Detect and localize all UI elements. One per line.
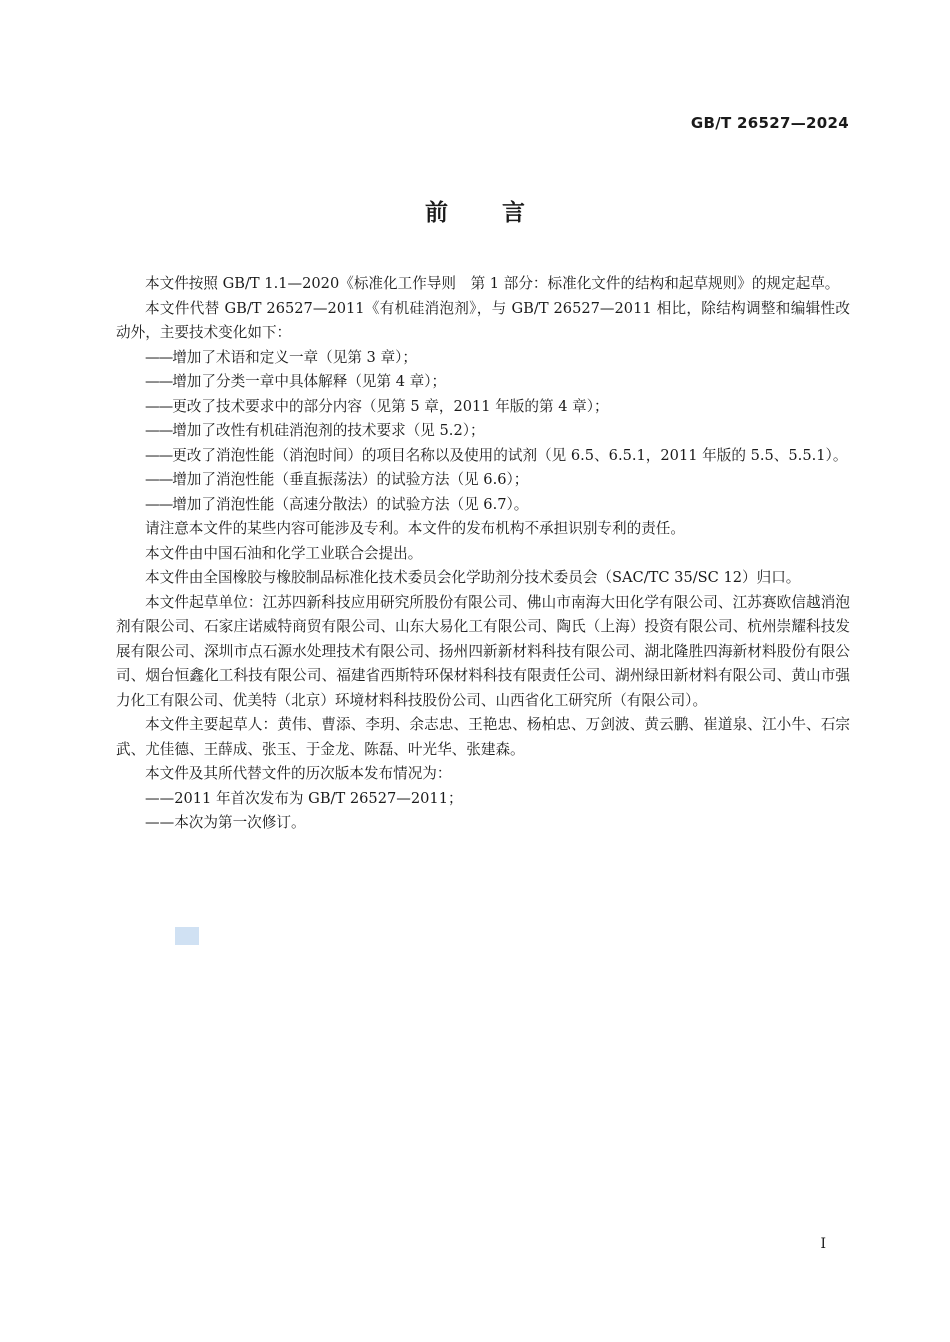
dash-marker: —— [145,471,173,488]
dash-marker: —— [145,373,173,390]
list-item [116,395,850,420]
history-item-text: 本次为第一次修订。 [174,814,306,831]
list-item [116,444,850,469]
change-item-text: 增加了分类一章中具体解释（见第 4 章）； [172,373,447,390]
change-item-text: 增加了消泡性能（垂直振荡法）的试验方法（见 6.6）； [172,471,529,488]
change-item-text: 更改了技术要求中的部分内容（见第 5 章，2011 年版的第 4 章）； [172,397,609,415]
paragraph-history-intro: 本文件及其所代替文件的历次版本发布情况为： [145,765,452,782]
change-item-text: 增加了术语和定义一章（见第 3 章）； [172,348,417,366]
paragraph-administrator: 本文件由全国橡胶与橡胶制品标准化技术委员会化学助剂分技术委员会（SAC/TC 35/SC 12）归口。 [145,569,801,586]
dash-marker: —— [145,495,173,513]
list-item [116,370,850,395]
standard-number: GB/T 26527—2024 [690,114,849,132]
paragraph-drafting-rules: 本文件按照 GB/T 1.1—2020《标准化工作导则 第 1 部分：标准化文件的结构和起草规则》的规定起草。 [145,275,840,292]
text-cursor-highlight [175,927,199,945]
dash-marker: —— [145,422,173,439]
change-item-text: 更改了消泡性能（消泡时间）的项目名称以及使用的试剂（见 6.5、6.5.1，2011 年版的 5.5、5.5.1）。 [172,446,848,464]
page-title: 前言 [425,200,579,226]
history-item [116,811,850,836]
paragraph-proposer: 本文件由中国石油和化学工业联合会提出。 [145,544,423,562]
document-body [116,272,850,836]
paragraph-replacement: 本文件代替 GB/T 26527—2011《有机硅消泡剂》，与 GB/T 26527—2011 相比，除结构调整和编辑性改动外，主要技术变化如下： [116,299,850,341]
dash-marker: —— [145,397,173,415]
dash-marker: —— [145,814,175,831]
change-item-text: 增加了改性有机硅消泡剂的技术要求（见 5.2）； [172,422,485,439]
list-item [116,468,850,493]
list-item [116,493,850,518]
dash-marker: —— [145,789,175,807]
dash-marker: —— [145,348,173,366]
list-item [116,419,850,444]
change-item-text: 增加了消泡性能（高速分散法）的试验方法（见 6.7）。 [172,495,529,513]
page-number: Ⅰ [820,1236,826,1252]
dash-marker: —— [145,446,173,464]
paragraph-patent-notice: 请注意本文件的某些内容可能涉及专利。本文件的发布机构不承担识别专利的责任。 [145,520,685,537]
list-item [116,346,850,371]
history-item [116,787,850,812]
paragraph-drafters: 本文件主要起草人：黄伟、曹添、李玥、余志忠、王艳忠、杨柏忠、万剑波、黄云鹏、崔道泉、江小牛、石宗武、尤佳德、王薛成、张玉、于金龙、陈磊、叶光华、张建森。 [116,716,850,758]
paragraph-drafting-units: 本文件起草单位：江苏四新科技应用研究所股份有限公司、佛山市南海大田化学有限公司、江苏赛欧信越消泡剂有限公司、石家庄诺威特商贸有限公司、山东大易化工有限公司、陶氏（上海）投资有限公司、杭州崇耀科技发展有限公司、深圳市点石源水处理技术有限公司、扬州四新新材料科技有限公司、湖北隆胜四海新材料股份有限公司、烟台恒鑫化工科技有限公司、福建省西斯特环保材料科技有限责任公司、湖州绿田新材料有限公司、黄山市强力化工有限公司、优美特（北京）环境材料科技股份公司、山西省化工研究所（有限公司）。 [116,593,850,709]
history-item-text: 2011 年首次发布为 GB/T 26527—2011； [174,789,463,807]
